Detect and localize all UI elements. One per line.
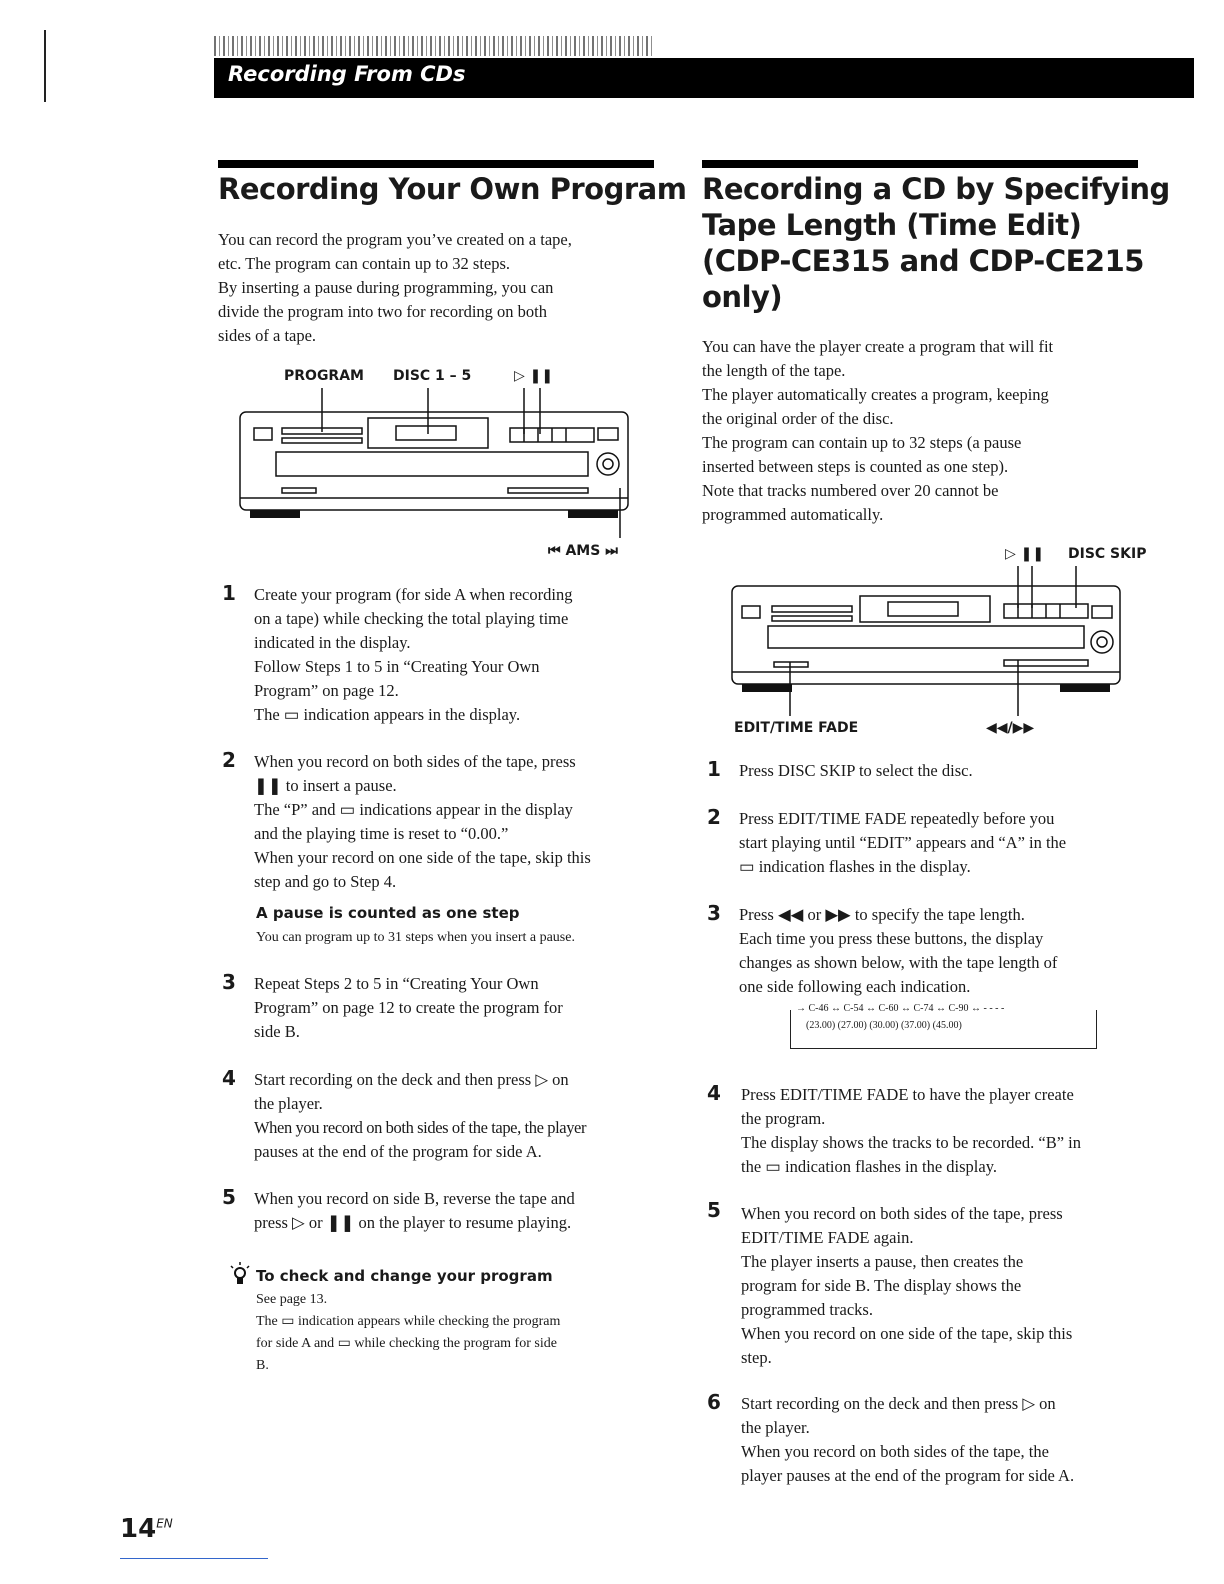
step-number: 1 bbox=[222, 581, 236, 605]
step-number: 2 bbox=[707, 805, 721, 829]
step-number: 3 bbox=[222, 970, 236, 994]
label-disc-skip: DISC SKIP bbox=[1068, 546, 1147, 562]
step-number: 5 bbox=[707, 1198, 721, 1222]
step-number: 4 bbox=[222, 1066, 236, 1090]
tip-title: To check and change your program bbox=[256, 1267, 553, 1285]
header-texture bbox=[214, 36, 654, 56]
page-number: $14^{EN}$ bbox=[120, 1514, 173, 1544]
label-play-pause-right: ▷ ❚❚ bbox=[1005, 546, 1045, 562]
margin-rule bbox=[44, 30, 46, 102]
lightbulb-icon bbox=[228, 1262, 252, 1288]
pause-note-text: You can program up to 31 steps when you insert a pause. bbox=[256, 930, 575, 945]
label-play-pause: ▷ ❚❚ bbox=[514, 368, 554, 384]
step-number: 3 bbox=[707, 901, 721, 925]
step-number: 6 bbox=[707, 1390, 721, 1414]
section-title: Recording From CDs bbox=[228, 62, 466, 86]
step-1-text: Press DISC SKIP to select the disc. bbox=[739, 761, 973, 780]
page-suffix: EN bbox=[156, 1516, 173, 1531]
label-disc: DISC 1 – 5 bbox=[393, 368, 472, 384]
left-heading: Recording Your Own Program bbox=[218, 172, 687, 206]
tape-length-times: (23.00) (27.00) (30.00) (37.00) (45.00) bbox=[806, 1020, 962, 1031]
label-search: ◀◀/▶▶ bbox=[986, 720, 1035, 736]
label-ams: ⏮ AMS ⏭ bbox=[548, 543, 618, 559]
step-number: 4 bbox=[707, 1081, 721, 1105]
cd-player-illustration-right bbox=[728, 566, 1128, 716]
footer-line bbox=[120, 1558, 268, 1559]
heading-rule-right bbox=[702, 160, 1138, 168]
heading-rule-left bbox=[218, 160, 654, 168]
step-number: 1 bbox=[707, 757, 721, 781]
label-edit-time-fade: EDIT/TIME FADE bbox=[734, 720, 859, 736]
cd-player-illustration-left bbox=[236, 388, 636, 540]
tape-length-sequence: → C-46 ↔ C-54 ↔ C-60 ↔ C-74 ↔ C-90 ↔ - - - - bbox=[796, 1003, 1005, 1014]
label-program: PROGRAM bbox=[284, 368, 364, 384]
step-number: 2 bbox=[222, 748, 236, 772]
pause-note-title: A pause is counted as one step bbox=[256, 904, 520, 922]
step-number: 5 bbox=[222, 1185, 236, 1209]
